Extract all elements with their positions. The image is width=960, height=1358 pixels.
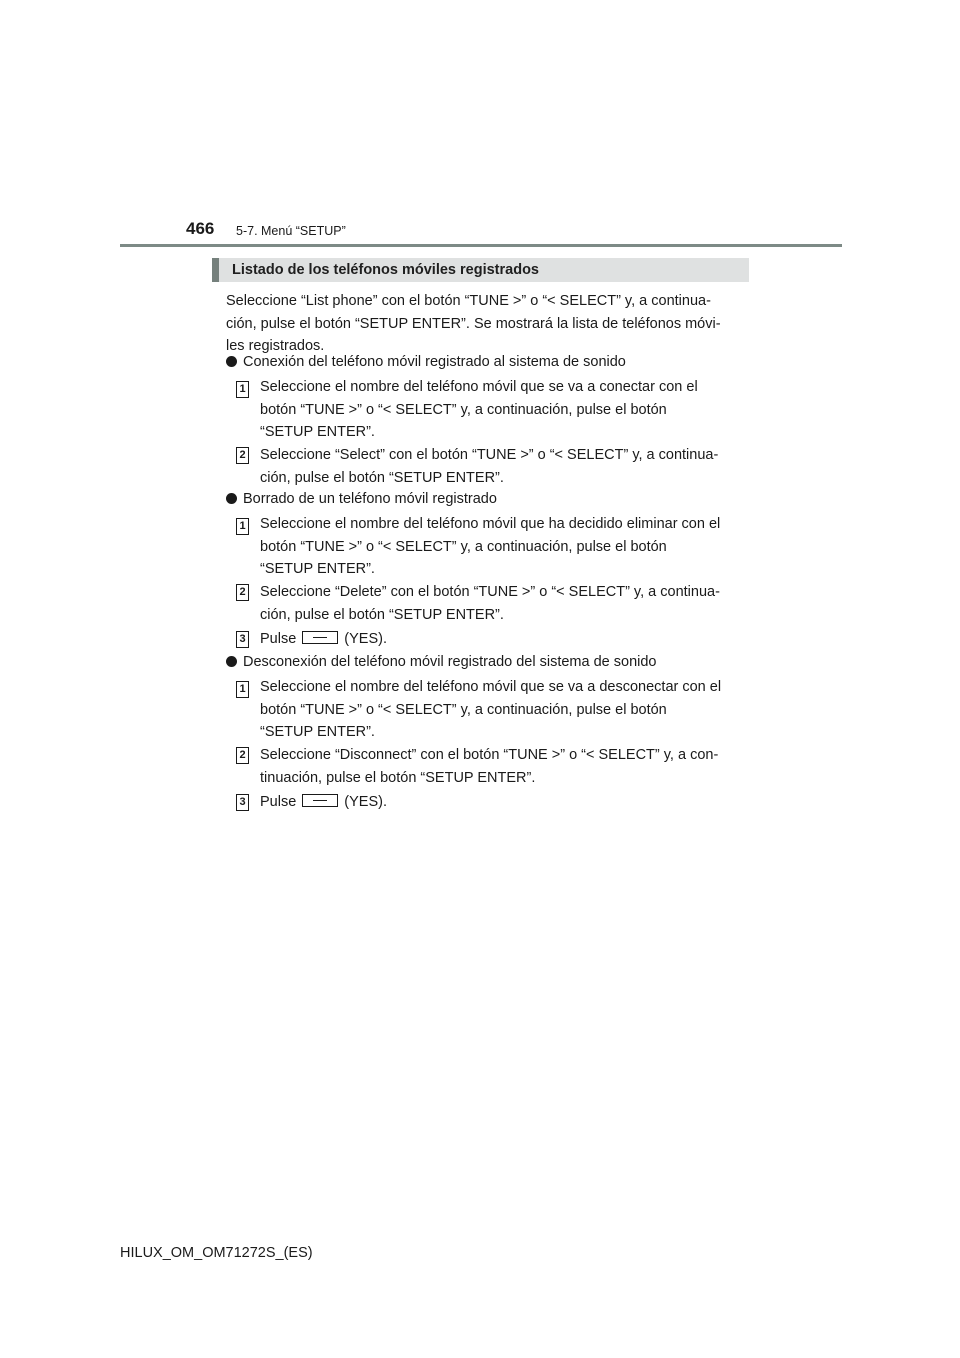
phone-button-icon: [302, 794, 338, 807]
step-number-badge: 2: [236, 584, 249, 601]
step-line: Seleccione “Disconnect” con el botón “TUNE >” o “< SELECT” y, a con-: [260, 747, 719, 763]
bullet-delete: [226, 488, 497, 511]
step-line-pulse: [260, 628, 744, 651]
step-line: botón “TUNE >” o “< SELECT” y, a continuación, pulse el botón: [260, 401, 667, 418]
document-footer: HILUX_OM_OM71272S_(ES): [120, 1245, 313, 1261]
step-number-badge: 2: [236, 447, 249, 464]
page-number: 466: [186, 219, 215, 238]
step-line: Seleccione el nombre del teléfono móvil que se va a conectar con el: [260, 379, 698, 395]
bullet-disconnect: [226, 651, 656, 674]
step-number-badge: 1: [236, 518, 249, 535]
intro-line-2: ción, pulse el botón “SETUP ENTER”. Se mostrará la lista de teléfonos móvi-: [226, 315, 721, 332]
step-line: ción, pulse el botón “SETUP ENTER”.: [260, 606, 504, 623]
step-number-badge: 1: [236, 381, 249, 398]
bullet-delete-title: Borrado de un teléfono móvil registrado: [243, 491, 497, 507]
step-number-badge: 2: [236, 747, 249, 764]
step-line: Seleccione “Delete” con el botón “TUNE >” o “< SELECT” y, a continua-: [260, 584, 720, 600]
pulse-label: Pulse: [260, 794, 297, 810]
bullet-dot-icon: [226, 356, 237, 367]
bullet-connect: [226, 351, 626, 374]
bullet-dot-icon: [226, 493, 237, 504]
bullet-connect-title: Conexión del teléfono móvil registrado al sistema de sonido: [243, 354, 626, 370]
bullet-dot-icon: [226, 656, 237, 667]
intro-line-1: Seleccione “List phone” con el botón “TUNE >” o “< SELECT” y, a continua-: [226, 293, 711, 309]
step-line: “SETUP ENTER”.: [260, 724, 375, 740]
pulse-label: Pulse: [260, 631, 297, 647]
header-rule: [120, 244, 842, 247]
yes-label: (YES).: [344, 794, 387, 810]
step-number-badge: 3: [236, 794, 249, 811]
yes-label: (YES).: [344, 631, 387, 647]
step-line: “SETUP ENTER”.: [260, 561, 375, 577]
step-line: tinuación, pulse el botón “SETUP ENTER”.: [260, 769, 536, 786]
section-heading: Listado de los teléfonos móviles registrados: [232, 262, 539, 278]
step-line: “SETUP ENTER”.: [260, 424, 375, 440]
intro-line-3: les registrados.: [226, 338, 325, 354]
bullet-disconnect-title: Desconexión del teléfono móvil registrado del sistema de sonido: [243, 654, 657, 670]
step-line: Seleccione el nombre del teléfono móvil que ha decidido eliminar con el: [260, 516, 721, 532]
section-heading-box: [212, 258, 749, 282]
step-line: botón “TUNE >” o “< SELECT” y, a continuación, pulse el botón: [260, 538, 667, 555]
section-title: 5-7. Menú “SETUP”: [236, 224, 346, 238]
step-number-badge: 1: [236, 681, 249, 698]
step-line: ción, pulse el botón “SETUP ENTER”.: [260, 469, 504, 486]
step-line: Seleccione “Select” con el botón “TUNE >” o “< SELECT” y, a continua-: [260, 447, 719, 463]
step-line: botón “TUNE >” o “< SELECT” y, a continuación, pulse el botón: [260, 701, 667, 718]
step-number-badge: 3: [236, 631, 249, 648]
step-line-pulse: [260, 791, 744, 814]
step-line: Seleccione el nombre del teléfono móvil que se va a desconectar con el: [260, 679, 722, 695]
phone-button-icon: [302, 631, 338, 644]
